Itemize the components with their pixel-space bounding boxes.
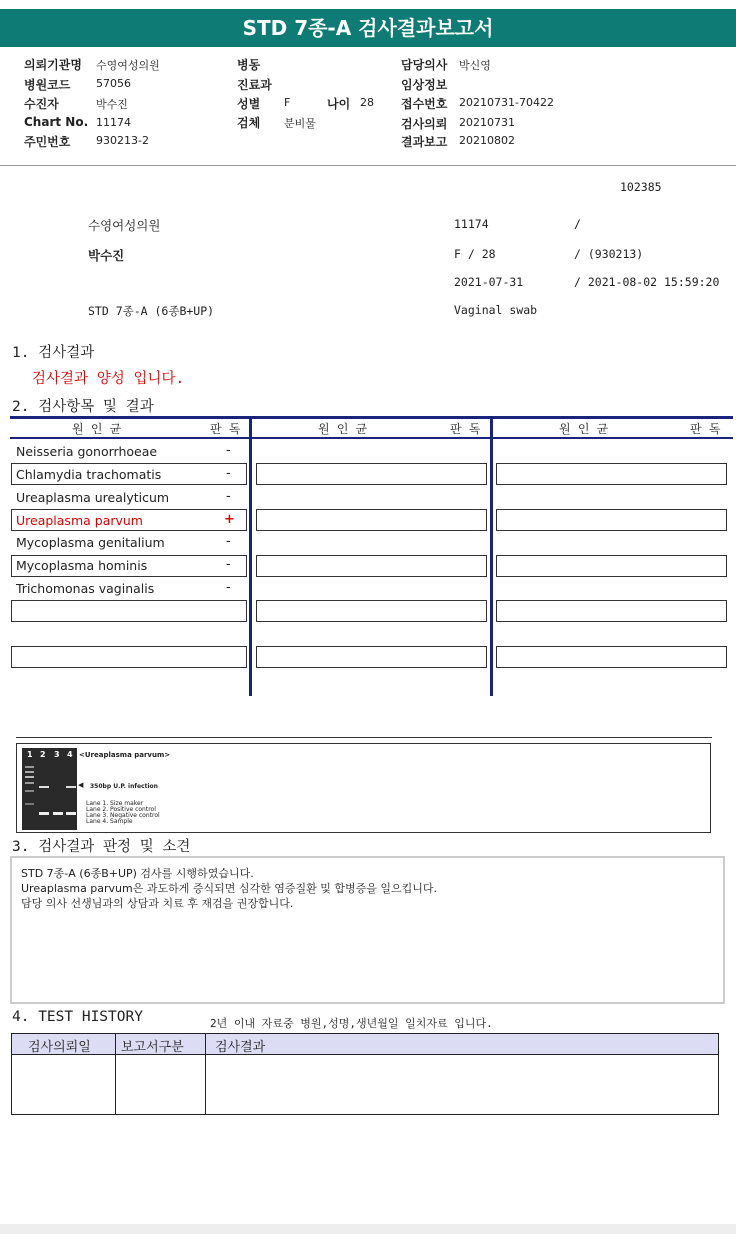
history-col-divider — [115, 1033, 116, 1115]
specimen-value: 분비물 — [284, 117, 316, 130]
summary-sex-age: F / 28 — [454, 247, 496, 261]
summary-specimen: Vaginal swab — [454, 303, 538, 317]
row-box — [256, 463, 487, 485]
gel-top-rule — [16, 737, 712, 738]
specimen-label: 검체 — [237, 116, 261, 130]
report-title: STD 7종-A 검사결과보고서 — [0, 9, 736, 47]
opinion-line: 담당 의사 선생님과의 상담과 치료 후 재검을 권장합니다. — [21, 897, 294, 910]
row-box — [256, 600, 487, 622]
ladder-band — [25, 766, 34, 768]
history-header-rule — [11, 1054, 719, 1055]
row-box — [11, 600, 247, 622]
header-divider — [0, 165, 736, 166]
row-box — [256, 646, 487, 668]
row-box — [496, 600, 727, 622]
organism-result: - — [226, 443, 231, 458]
primer-band — [39, 812, 49, 815]
sex-value: F — [284, 96, 291, 109]
doctor-label: 담당의사 — [401, 58, 448, 72]
section4-heading: 4. TEST HISTORY — [12, 1009, 143, 1025]
primer-band — [53, 812, 63, 815]
section2-heading: 2. 검사항목 및 결과 — [12, 399, 154, 415]
row-box — [256, 509, 487, 531]
summary-collect-date: 2021-07-31 — [454, 275, 524, 289]
summary-test-name: STD 7종-A (6종B+UP) — [88, 304, 215, 318]
sex-label: 성별 — [237, 97, 261, 111]
gel-electrophoresis-image — [22, 748, 77, 830]
section1-heading: 1. 검사결과 — [12, 345, 95, 361]
opinion-line: STD 7종-A (6종B+UP) 검사를 시행하였습니다. — [21, 867, 254, 880]
summary-org: 수영여성의원 — [88, 218, 161, 233]
col-head-organism-2: 원 인 균 — [318, 422, 368, 436]
row-box — [496, 555, 727, 577]
organism-result: - — [226, 534, 231, 549]
gel-legend-item: Lane 2. Positive control — [86, 806, 156, 813]
report-value: 20210802 — [459, 134, 515, 147]
primer-band — [66, 812, 76, 815]
organism-name: Mycoplasma genitalium — [16, 535, 165, 550]
organism-name: Ureaplasma urealyticum — [16, 490, 170, 505]
history-header-row — [12, 1034, 718, 1054]
row-box — [496, 463, 727, 485]
lane-number: 4 — [67, 750, 73, 759]
table-head-rule — [10, 437, 733, 439]
org-label: 의뢰기관명 — [24, 58, 82, 72]
organism-result-positive: + — [224, 512, 235, 527]
history-col-report-type: 보고서구분 — [121, 1040, 184, 1055]
organism-name: Chlamydia trachomatis — [16, 467, 162, 482]
history-note: 2년 이내 자료중 병원,성명,생년월일 일치자료 입니다. — [210, 1017, 493, 1030]
patient-value: 박수진 — [96, 98, 128, 111]
gel-arrow-label: 350bp U.P. infection — [90, 783, 158, 790]
arrow-icon: ◀ — [78, 781, 84, 789]
lane-number: 3 — [54, 750, 60, 759]
organism-name: Trichomonas vaginalis — [16, 581, 155, 596]
positive-band — [39, 786, 49, 788]
gel-legend-item: Lane 4. Sample — [86, 818, 133, 825]
patient-label: 수진자 — [24, 97, 59, 111]
report-label: 결과보고 — [401, 135, 448, 149]
rrn-value: 930213-2 — [96, 134, 149, 147]
opinion-line: Ureaplasma parvum은 과도하게 증식되면 심각한 염증질환 및 합병증을 일으킵니다. — [21, 882, 437, 895]
lane-number: 1 — [27, 750, 33, 759]
age-value: 28 — [360, 96, 374, 109]
ward-label: 병동 — [237, 58, 261, 72]
col-divider-2 — [490, 416, 493, 696]
history-col-divider — [205, 1033, 206, 1115]
doctor-value: 박신영 — [459, 59, 491, 72]
clinical-label: 임상정보 — [401, 78, 448, 92]
col-divider-1 — [249, 416, 252, 696]
rrn-label: 주민번호 — [24, 135, 71, 149]
organism-result: - — [226, 557, 231, 572]
report-id: 102385 — [620, 180, 662, 194]
organism-result: - — [226, 489, 231, 504]
ladder-band — [25, 782, 34, 784]
organism-name-positive: Ureaplasma parvum — [16, 513, 143, 528]
chart-label: Chart No. — [24, 115, 89, 129]
code-label: 병원코드 — [24, 78, 71, 92]
receipt-label: 접수번호 — [401, 97, 448, 111]
dept-label: 진료과 — [237, 78, 272, 92]
row-box — [11, 646, 247, 668]
col-head-organism-3: 원 인 균 — [559, 422, 609, 436]
chart-value: 11174 — [96, 116, 131, 129]
history-col-request-date: 검사의뢰일 — [28, 1040, 91, 1055]
row-box — [256, 555, 487, 577]
summary-slash: / — [574, 217, 581, 231]
table-top-rule — [10, 416, 733, 419]
col-head-judge-2: 판 독 — [450, 422, 481, 436]
request-value: 20210731 — [459, 116, 515, 129]
col-head-judge-3: 판 독 — [690, 422, 721, 436]
org-value: 수영여성의원 — [96, 59, 160, 72]
summary-patient: 박수진 — [88, 248, 125, 263]
lane-number: 2 — [40, 750, 46, 759]
gel-legend-item: Lane 1. Size maker — [86, 800, 144, 807]
ladder-band — [25, 790, 34, 792]
age-label: 나이 — [327, 97, 351, 111]
gel-legend-item: Lane 3. Negative control — [86, 812, 160, 819]
row-box — [496, 509, 727, 531]
ladder-band — [25, 803, 34, 805]
col-head-organism-1: 원 인 균 — [72, 422, 122, 436]
ladder-band — [25, 771, 34, 773]
code-value: 57056 — [96, 77, 131, 90]
receipt-value: 20210731-70422 — [459, 96, 554, 109]
col-head-judge-1: 판 독 — [210, 422, 241, 436]
summary-birth: / (930213) — [574, 247, 644, 261]
gel-caption: <Ureaplasma parvum> — [79, 751, 171, 759]
organism-result: - — [226, 580, 231, 595]
organism-name: Mycoplasma hominis — [16, 558, 148, 573]
organism-name: Neisseria gonorrhoeae — [16, 444, 158, 459]
request-label: 검사의뢰 — [401, 117, 448, 131]
section3-heading: 3. 검사결과 판정 및 소견 — [12, 839, 191, 855]
history-col-result: 검사결과 — [215, 1040, 266, 1055]
organism-result: - — [226, 466, 231, 481]
sample-band — [66, 786, 76, 788]
result-summary: 검사결과 양성 입니다. — [32, 371, 185, 387]
row-box — [496, 646, 727, 668]
page-bottom-band — [0, 1224, 736, 1234]
summary-report-datetime: / 2021-08-02 15:59:20 — [574, 275, 720, 289]
summary-chart-no: 11174 — [454, 217, 489, 231]
ladder-band — [25, 776, 34, 778]
